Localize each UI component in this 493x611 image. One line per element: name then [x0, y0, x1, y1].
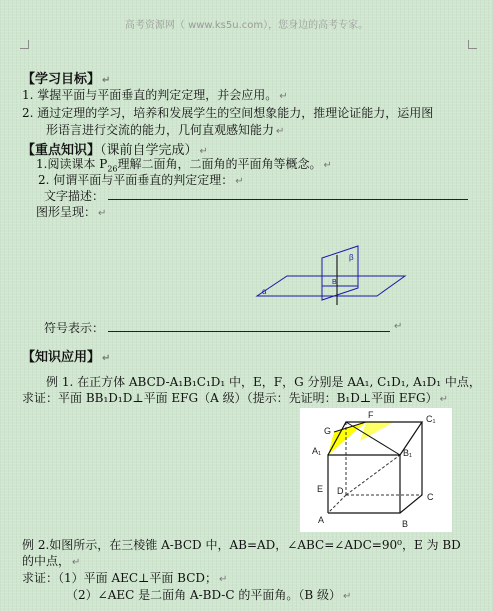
symbol-blank: [108, 331, 390, 332]
example-2-line-4: （2）∠AEC 是二面角 A-BD-C 的平面角。（B 级） ↵: [66, 588, 352, 602]
text-description-blank: [108, 199, 468, 200]
application-heading: 【知识应用】 ↵: [22, 350, 111, 365]
text-description-label: 文字描述：: [44, 189, 105, 203]
example-2-line-2: 的中点， ↵: [22, 554, 81, 568]
label-alpha: α: [262, 287, 267, 296]
figure-label: 图形呈现： ↵: [36, 205, 107, 219]
label-e: E: [317, 484, 324, 494]
label-f: F: [368, 410, 374, 420]
label-beta: β: [349, 253, 354, 262]
key-question-1: 1.阅读课本 $P_{26}$理解二面角，二面角的平面角等概念。 ↵: [36, 157, 332, 174]
example-1-line-1: 例 1. 在正方体 ABCD-A₁B₁C₁D₁ 中，E，F，G 分别是 AA₁, C₁D₁, A₁D₁ 中点，: [46, 375, 481, 389]
label-b: B: [402, 519, 409, 529]
example-1-line-2: 求证：平面 BB₁D₁D⊥平面 EFG（A 级）（提示：先证明：B₁D⊥平面 EFG） ↵: [22, 391, 448, 405]
label-a: A: [318, 515, 325, 525]
corner-mark-tr: [468, 40, 477, 49]
learning-goal-item: 形语言进行交流的能力，几何直观感知能力 ↵: [46, 123, 285, 137]
perpendicular-planes-figure: [255, 243, 415, 307]
learning-goal-item: 1. 掌握平面与平面垂直的判定定理，并会应用。 ↵: [22, 88, 288, 102]
label-g: G: [324, 426, 332, 436]
paragraph-mark: ↵: [394, 321, 403, 332]
key-knowledge-heading: 【重点知识】（课前自学完成） ↵: [22, 143, 208, 158]
label-b: B: [332, 279, 337, 286]
example-2-line-1: 例 2.如图所示，在三棱锥 A-BCD 中，AB=AD，∠ABC=∠ADC=90⁰，E 为 BD: [22, 538, 461, 552]
page-header: 高考资源网（ www.ks5u.com），您身边的高考专家。: [124, 20, 369, 31]
label-c1: C₁: [426, 414, 436, 424]
cube-figure: [300, 408, 452, 532]
label-b1: B₁: [403, 448, 413, 458]
learning-goal-item: 2. 通过定理的学习，培养和发展学生的空间想象能力，推理论证能力，运用图: [22, 106, 434, 120]
symbol-label: 符号表示：: [44, 321, 105, 335]
corner-mark-tl: [20, 40, 29, 49]
label-a1: A₁: [312, 446, 322, 456]
label-d: D: [337, 486, 344, 496]
learning-goals-heading: 【学习目标】 ↵: [22, 72, 111, 87]
key-question-2: 2. 何谓平面与平面垂直的判定定理： ↵: [38, 173, 244, 187]
label-c: C: [427, 492, 434, 502]
example-2-line-3: 求证：（1）平面 AEC⊥平面 BCD； ↵: [22, 571, 228, 585]
